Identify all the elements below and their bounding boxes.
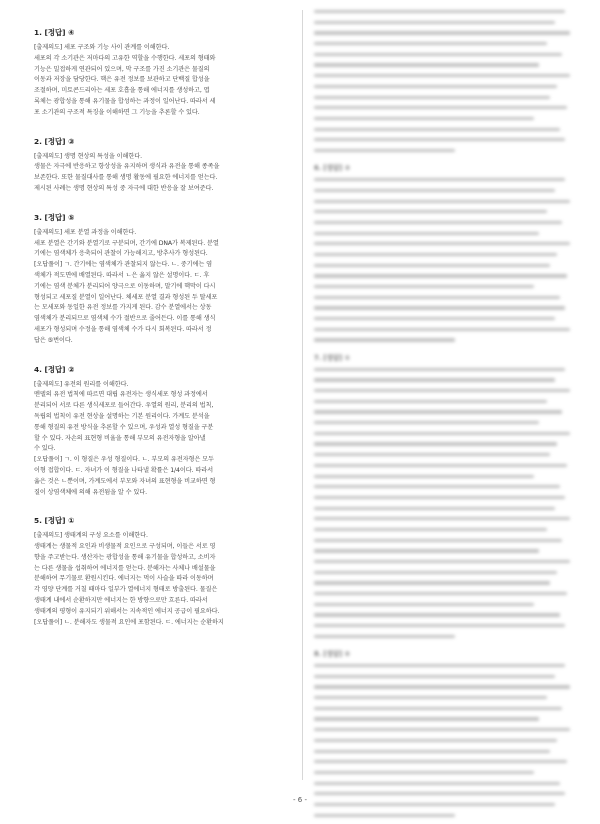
text-line: 조절하며, 미토콘드리아는 세포 호흡을 통해 에너지를 생성하고, 엽 bbox=[34, 87, 210, 95]
text-line: [오답풀이] ㄱ. 간기에는 염색체가 관찰되지 않는다. ㄴ. 중기에는 염 bbox=[34, 261, 212, 269]
text-line: [출제의도] 세포 분열 과정을 이해한다. bbox=[34, 228, 137, 236]
blurred-line bbox=[314, 389, 570, 392]
blurred-line bbox=[314, 464, 567, 467]
text-line: 는 모세포와 동일한 유전 정보를 가지게 된다. 감수 분열에서는 상동 bbox=[34, 304, 212, 312]
blurred-line bbox=[314, 696, 547, 699]
blurred-line bbox=[314, 560, 570, 563]
text-line: 보존한다. 또한 물질대사를 통해 생명 활동에 필요한 에너지를 얻는다. bbox=[34, 174, 218, 182]
answer-heading: 1. [정답] ④ bbox=[34, 28, 75, 37]
text-line: 질이 상염색체에 의해 유전됨을 알 수 있다. bbox=[34, 488, 147, 496]
text-line: 할 수 있다. 자손의 표현형 비율을 통해 부모의 유전자형을 알아낼 bbox=[34, 434, 206, 442]
blurred-line bbox=[314, 739, 557, 742]
blurred-line bbox=[314, 400, 547, 403]
blurred-line bbox=[314, 128, 560, 131]
blurred-line bbox=[314, 106, 567, 109]
blurred-line bbox=[314, 21, 555, 24]
answer-heading: 6. [정답] ③ bbox=[314, 164, 351, 173]
text-line: 생물은 자극에 반응하고 항상성을 유지하며 생식과 유전을 통해 종족을 bbox=[34, 163, 220, 171]
blurred-line bbox=[314, 138, 565, 141]
blurred-line bbox=[314, 507, 555, 510]
blurred-line bbox=[314, 317, 555, 320]
text-line: 포 소기관의 구조적 특징을 이해하면 그 기능을 추론할 수 있다. bbox=[34, 108, 200, 116]
blurred-line bbox=[314, 296, 560, 299]
answer-heading: 8. [정답] ⑤ bbox=[314, 650, 351, 658]
blurred-line bbox=[314, 453, 550, 456]
text-line: 생태계의 평형이 유지되기 위해서는 지속적인 에너지 공급이 필요하다. bbox=[34, 607, 220, 615]
blurred-line bbox=[314, 624, 565, 627]
blurred-line bbox=[314, 242, 570, 245]
text-line: 생태계는 생물적 요인과 비생물적 요인으로 구성되며, 이들은 서로 영 bbox=[34, 543, 216, 551]
blurred-line bbox=[314, 549, 539, 552]
blurred-line bbox=[314, 200, 570, 203]
blurred-line bbox=[314, 603, 534, 606]
text-line: 이동과 저장을 담당한다. 핵은 유전 정보를 보관하고 단백질 합성을 bbox=[34, 76, 210, 84]
blurred-line bbox=[314, 42, 547, 45]
text-line: 멘델의 유전 법칙에 따르면 대립 유전자는 생식세포 형성 과정에서 bbox=[34, 391, 208, 399]
explanation bbox=[34, 43, 292, 119]
text-line: 기능은 밀접하게 연관되어 있으며, 막 구조를 가진 소기관은 물질의 bbox=[34, 65, 210, 73]
blurred-text-block-3 bbox=[314, 368, 570, 638]
text-line: 기에는 염색체가 응축되어 관찰이 가능해지고, 방추사가 형성된다. bbox=[34, 250, 208, 258]
blurred-line bbox=[314, 792, 565, 795]
blurred-line bbox=[314, 728, 570, 731]
blurred-line bbox=[314, 421, 539, 424]
blurred-line bbox=[314, 592, 567, 595]
text-line: 는 다른 생물을 섭취하여 에너지를 얻는다. 분해자는 사체나 배설물을 bbox=[34, 564, 216, 572]
blurred-line bbox=[314, 189, 555, 192]
text-line: 세포의 각 소기관은 저마다의 고유한 역할을 수행한다. 세포의 형태와 bbox=[34, 54, 216, 62]
text-line: [출제의도] 유전의 원리를 이해한다. bbox=[34, 380, 129, 388]
blurred-line bbox=[314, 285, 534, 288]
blurred-line bbox=[314, 782, 560, 785]
explanation bbox=[34, 228, 292, 347]
blurred-line bbox=[314, 664, 565, 667]
blurred-line bbox=[314, 496, 565, 499]
blurred-line bbox=[314, 517, 570, 520]
text-line: 향을 주고받는다. 생산자는 광합성을 통해 유기물을 합성하고, 소비자 bbox=[34, 553, 216, 561]
text-line: 수 있다. bbox=[34, 445, 56, 453]
blurred-line bbox=[314, 442, 557, 445]
answer-heading: 4. [정답] ② bbox=[34, 364, 75, 374]
text-line: [오답풀이] ㄱ. 이 형질은 우성 형질이다. ㄴ. 부모의 유전자형은 모두 bbox=[34, 456, 214, 464]
text-line: 독립의 법칙이 유전 현상을 설명하는 기본 원리이다. 가계도 분석을 bbox=[34, 412, 210, 420]
text-line: 형성되고 세포질 분열이 일어난다. 체세포 분열 결과 형성된 두 딸세포 bbox=[34, 293, 218, 301]
text-line: 분해하여 무기물로 환원시킨다. 에너지는 먹이 사슬을 따라 이동하며 bbox=[34, 575, 214, 583]
question-4 bbox=[34, 365, 292, 499]
blurred-line bbox=[314, 274, 567, 277]
blurred-line bbox=[314, 74, 570, 77]
blurred-line bbox=[314, 210, 547, 213]
question-5 bbox=[34, 516, 292, 628]
text-line: 통해 형질의 유전 방식을 추론할 수 있으며, 우성과 열성 형질을 구분 bbox=[34, 423, 214, 431]
page-number: - 6 - bbox=[293, 796, 307, 804]
text-line: [오답풀이] ㄴ. 분해자도 생물적 요인에 포함된다. ㄷ. 에너지는 순환하지 bbox=[34, 618, 224, 626]
answer-heading: 2. [정답] ③ bbox=[34, 136, 75, 146]
explanation bbox=[34, 380, 292, 499]
column-divider bbox=[302, 10, 303, 780]
blurred-line bbox=[314, 571, 557, 574]
text-line: 답은 ⑤번이다. bbox=[34, 336, 73, 344]
text-line: [출제의도] 생태계의 구성 요소를 이해한다. bbox=[34, 532, 148, 540]
text-line: 세포 분열은 간기와 분열기로 구분되며, 간기에 DNA가 복제된다. 분열 bbox=[34, 239, 219, 247]
text-line: 염색체가 분리되므로 염색체 수가 절반으로 줄어든다. 이를 통해 생식 bbox=[34, 315, 216, 323]
blurred-line bbox=[314, 613, 560, 616]
blurred-line bbox=[314, 581, 550, 584]
text-line: [출제의도] 세포 구조와 기능 사이 관계를 이해한다. bbox=[34, 44, 170, 51]
text-line: 기에는 염색 분체가 분리되어 양극으로 이동하며, 말기에 핵막이 다시 bbox=[34, 282, 216, 290]
text-line: 이형 접합이다. ㄷ. 자녀가 이 형질을 나타낼 확률은 1/4이다. 따라서 bbox=[34, 466, 213, 474]
answer-heading: 3. [정답] ⑤ bbox=[34, 212, 75, 222]
blurred-line bbox=[314, 475, 534, 478]
blurred-line bbox=[314, 485, 560, 488]
text-line: 옳은 것은 ㄴ뿐이며, 가계도에서 부모와 자녀의 표현형을 비교하면 형 bbox=[34, 477, 216, 485]
blurred-line bbox=[314, 53, 562, 56]
blurred-line bbox=[314, 410, 562, 413]
blurred-line bbox=[314, 85, 557, 88]
text-line: [출제의도] 생명 현상의 특성을 이해한다. bbox=[34, 152, 142, 160]
blurred-line bbox=[314, 368, 565, 371]
explanation bbox=[34, 152, 292, 195]
blurred-text-block-2 bbox=[314, 178, 570, 342]
blurred-line bbox=[314, 707, 562, 710]
blurred-line bbox=[314, 63, 539, 66]
blurred-line bbox=[314, 635, 455, 638]
text-line: 각 영양 단계를 거칠 때마다 일부가 열에너지 형태로 방출된다. 물질은 bbox=[34, 586, 218, 594]
blurred-line bbox=[314, 685, 570, 688]
text-line: 제시된 사례는 생명 현상의 특성 중 자극에 대한 반응을 잘 보여준다. bbox=[34, 184, 214, 192]
blurred-line bbox=[314, 771, 534, 774]
blurred-line bbox=[314, 814, 455, 817]
blurred-text-block-4 bbox=[314, 664, 570, 817]
blurred-line bbox=[314, 232, 539, 235]
right-column-blurred bbox=[314, 10, 570, 824]
blurred-line bbox=[314, 539, 562, 542]
blurred-line bbox=[314, 31, 570, 34]
blurred-line bbox=[314, 96, 550, 99]
text-line: 색체가 적도면에 배열된다. 따라서 ㄴ은 옳지 않은 설명이다. ㄷ. 후 bbox=[34, 271, 210, 279]
text-line: 생태계 내에서 순환하지만 에너지는 한 방향으로만 흐른다. 따라서 bbox=[34, 597, 208, 605]
blurred-line bbox=[314, 432, 570, 435]
question-2 bbox=[34, 137, 292, 195]
explanation bbox=[34, 531, 292, 628]
question-3 bbox=[34, 213, 292, 347]
blurred-text-block-1 bbox=[314, 10, 570, 152]
blurred-line bbox=[314, 264, 550, 267]
blurred-line bbox=[314, 221, 562, 224]
left-column bbox=[34, 28, 292, 646]
text-line: 록체는 광합성을 통해 유기물을 합성하는 과정이 일어난다. 따라서 세 bbox=[34, 97, 216, 105]
blurred-line bbox=[314, 760, 567, 763]
answer-heading: 5. [정답] ① bbox=[34, 516, 75, 526]
answer-heading: 7. [정답] ① bbox=[314, 353, 351, 362]
blurred-line bbox=[314, 717, 539, 720]
blurred-line bbox=[314, 306, 565, 309]
text-line: 분리되어 서로 다른 생식세포로 들어간다. 우열의 원리, 분리의 법칙, bbox=[34, 402, 214, 410]
blurred-line bbox=[314, 378, 555, 381]
blurred-line bbox=[314, 338, 455, 341]
blurred-line bbox=[314, 117, 534, 120]
blurred-line bbox=[314, 149, 455, 152]
blurred-line bbox=[314, 10, 565, 13]
blurred-line bbox=[314, 253, 557, 256]
blurred-line bbox=[314, 750, 550, 753]
blurred-line bbox=[314, 178, 565, 181]
blurred-line bbox=[314, 328, 570, 331]
text-line: 세포가 형성되며 수정을 통해 염색체 수가 다시 회복된다. 따라서 정 bbox=[34, 325, 212, 333]
question-1 bbox=[34, 28, 292, 119]
blurred-line bbox=[314, 675, 555, 678]
blurred-line bbox=[314, 528, 547, 531]
